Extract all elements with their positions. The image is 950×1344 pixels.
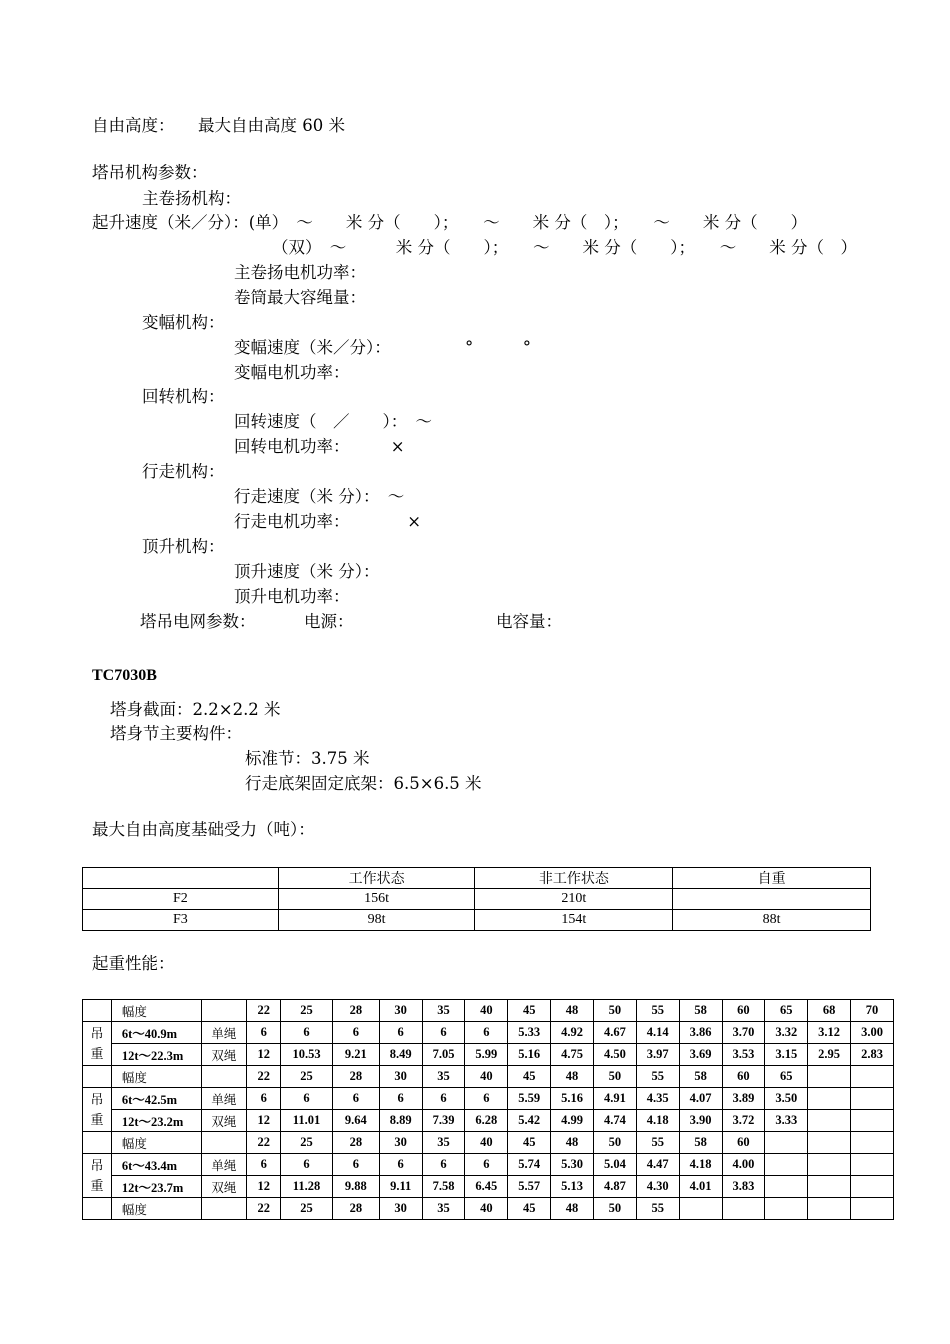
table-cell: 4.91	[593, 1088, 636, 1110]
table-cell: 工作状态	[278, 868, 475, 889]
radius-row	[83, 1198, 894, 1220]
table-cell: 6	[247, 1022, 281, 1044]
table-cell: 幅度	[111, 1000, 201, 1022]
table-cell: 6t～43.4m	[111, 1154, 201, 1176]
table-cell	[765, 1176, 808, 1198]
table-cell: 5.16	[508, 1044, 551, 1066]
table-cell: 4.35	[636, 1088, 679, 1110]
table-cell: 70	[851, 1000, 894, 1022]
table-cell: 4.75	[551, 1044, 594, 1066]
table-cell: 7.39	[422, 1110, 465, 1132]
table-cell: 6	[422, 1154, 465, 1176]
table-cell: 6	[465, 1088, 508, 1110]
table-cell: 30	[379, 1000, 422, 1022]
table-cell: 12	[247, 1176, 281, 1198]
load-row-double	[83, 1110, 894, 1132]
radius-row	[83, 1000, 894, 1022]
table-cell: 58	[679, 1132, 722, 1154]
table-cell: 60	[722, 1066, 765, 1088]
table-cell	[851, 1198, 894, 1220]
table-cell: 5.30	[551, 1154, 594, 1176]
table-cell: 6	[247, 1088, 281, 1110]
table-cell: 12	[247, 1110, 281, 1132]
table-cell: 28	[332, 1066, 379, 1088]
table-cell: 幅度	[111, 1066, 201, 1088]
table-cell: 非工作状态	[475, 868, 673, 889]
table-cell	[851, 1088, 894, 1110]
radius-row	[83, 1132, 894, 1154]
table-cell: 6.45	[465, 1176, 508, 1198]
weight-label	[83, 1154, 112, 1198]
table-cell: 28	[332, 1000, 379, 1022]
table-cell: 210t	[475, 889, 673, 910]
table-cell: 4.18	[679, 1154, 722, 1176]
load-row-double	[83, 1176, 894, 1198]
table-cell: 12	[247, 1044, 281, 1066]
table-cell: 60	[722, 1000, 765, 1022]
table-cell: 6	[379, 1154, 422, 1176]
table-cell	[851, 1066, 894, 1088]
table-cell: 25	[281, 1000, 333, 1022]
table-cell: 双绳	[201, 1110, 247, 1132]
table-cell: 30	[379, 1066, 422, 1088]
table-cell: 3.50	[765, 1088, 808, 1110]
table-cell: 6	[281, 1154, 333, 1176]
table-cell: 58	[679, 1000, 722, 1022]
table-cell: 2.83	[851, 1044, 894, 1066]
table-cell: 5.59	[508, 1088, 551, 1110]
table-cell: 3.53	[722, 1044, 765, 1066]
table-cell: 5.74	[508, 1154, 551, 1176]
table-cell	[201, 1198, 247, 1220]
table-cell	[808, 1154, 851, 1176]
table-cell: 48	[551, 1132, 594, 1154]
table-cell: 8.89	[379, 1110, 422, 1132]
table-cell: 60	[722, 1132, 765, 1154]
table-cell: 25	[281, 1066, 333, 1088]
table-cell: 6	[422, 1022, 465, 1044]
table-cell: 11.01	[281, 1110, 333, 1132]
table-cell: 50	[593, 1000, 636, 1022]
weight-label-text: 吊重	[90, 1091, 104, 1127]
main-winch-heading: 主卷扬机构：	[142, 189, 241, 208]
table-cell	[765, 1198, 808, 1220]
table-cell: 65	[765, 1066, 808, 1088]
table-cell: 22	[247, 1000, 281, 1022]
table-cell: 4.47	[636, 1154, 679, 1176]
table-cell	[83, 1000, 112, 1022]
table-cell	[808, 1132, 851, 1154]
table-cell	[201, 1000, 247, 1022]
table-cell	[679, 1198, 722, 1220]
table-row	[83, 910, 871, 931]
climbing-speed: 顶升速度（米 分）：	[234, 562, 380, 581]
table-cell: 3.90	[679, 1110, 722, 1132]
table-cell	[83, 1066, 112, 1088]
table-cell: 5.99	[465, 1044, 508, 1066]
table-header-row	[83, 868, 871, 889]
weight-label	[83, 1088, 112, 1132]
table-cell: 3.15	[765, 1044, 808, 1066]
lifting-title: 起重性能：	[92, 954, 175, 973]
table-cell: 幅度	[111, 1132, 201, 1154]
table-cell: 50	[593, 1066, 636, 1088]
table-row	[83, 889, 871, 910]
mech-title: 塔吊机构参数：	[92, 163, 208, 182]
table-cell: 28	[332, 1132, 379, 1154]
weight-label-text: 吊重	[90, 1025, 104, 1061]
table-cell: 30	[379, 1198, 422, 1220]
table-cell	[83, 1132, 112, 1154]
table-cell: 28	[332, 1198, 379, 1220]
table-cell: 6	[332, 1088, 379, 1110]
table-cell: 4.07	[679, 1088, 722, 1110]
tower-components: 塔身节主要构件：	[110, 724, 242, 743]
table-cell: 55	[636, 1000, 679, 1022]
power-source-label: 电源：	[304, 612, 354, 631]
table-cell: 35	[422, 1132, 465, 1154]
foundation-title: 最大自由高度基础受力（吨）：	[92, 820, 315, 839]
standard-section: 标准节：3.75 米	[245, 749, 370, 768]
table-cell	[851, 1176, 894, 1198]
table-cell: 3.33	[765, 1110, 808, 1132]
table-cell: 5.16	[551, 1088, 594, 1110]
table-cell: 3.86	[679, 1022, 722, 1044]
table-cell: 156t	[278, 889, 475, 910]
table-cell: 3.00	[851, 1022, 894, 1044]
table-cell: 45	[508, 1066, 551, 1088]
table-cell: 4.74	[593, 1110, 636, 1132]
free-height-label: 自由高度：	[92, 116, 175, 135]
table-cell: 10.53	[281, 1044, 333, 1066]
travel-motor: 行走电机功率： ×	[234, 512, 422, 531]
table-cell: 48	[551, 1000, 594, 1022]
table-cell: 3.12	[808, 1022, 851, 1044]
table-cell: 12t～23.7m	[111, 1176, 201, 1198]
table-cell: 58	[679, 1066, 722, 1088]
table-cell: 45	[508, 1132, 551, 1154]
travel-chassis: 行走底架固定底架：6.5×6.5 米	[245, 774, 482, 793]
table-cell	[765, 1154, 808, 1176]
table-cell: 88t	[673, 910, 871, 931]
lifting-performance-table	[82, 999, 894, 1220]
table-cell: 154t	[475, 910, 673, 931]
table-cell: 幅度	[111, 1198, 201, 1220]
table-cell: 自重	[673, 868, 871, 889]
table-cell: 6t～42.5m	[111, 1088, 201, 1110]
table-cell: 3.83	[722, 1176, 765, 1198]
table-cell: 4.30	[636, 1176, 679, 1198]
table-cell	[808, 1110, 851, 1132]
table-cell: 4.92	[551, 1022, 594, 1044]
table-cell: 11.28	[281, 1176, 333, 1198]
table-cell	[808, 1088, 851, 1110]
luffing-heading: 变幅机构：	[142, 313, 225, 332]
grid-params-label: 塔吊电网参数：	[140, 612, 256, 631]
load-row-double	[83, 1044, 894, 1066]
table-cell: 5.13	[551, 1176, 594, 1198]
table-cell: 7.58	[422, 1176, 465, 1198]
table-cell: F2	[83, 889, 279, 910]
table-cell: 6	[379, 1088, 422, 1110]
table-cell: 6	[281, 1088, 333, 1110]
foundation-table	[82, 867, 871, 931]
table-cell: 35	[422, 1066, 465, 1088]
table-cell: 3.97	[636, 1044, 679, 1066]
table-cell	[83, 1198, 112, 1220]
table-cell: 35	[422, 1198, 465, 1220]
table-cell: 3.72	[722, 1110, 765, 1132]
hoist-speed-single: 起升速度（米／分）：(单） ～ 米 分（ ）； ～ 米 分（ ）； ～ 米 分（ ）	[92, 213, 808, 232]
table-cell: 6	[379, 1022, 422, 1044]
table-cell: 6	[422, 1088, 465, 1110]
table-cell: 4.00	[722, 1154, 765, 1176]
table-cell	[201, 1132, 247, 1154]
table-cell: 55	[636, 1132, 679, 1154]
table-cell: 2.95	[808, 1044, 851, 1066]
table-cell: 55	[636, 1066, 679, 1088]
table-cell: 50	[593, 1198, 636, 1220]
table-cell: 6t～40.9m	[111, 1022, 201, 1044]
luffing-motor: 变幅电机功率：	[234, 363, 350, 382]
table-cell	[808, 1198, 851, 1220]
table-cell: 25	[281, 1198, 333, 1220]
radius-row	[83, 1066, 894, 1088]
slewing-heading: 回转机构：	[142, 387, 225, 406]
table-cell: 4.67	[593, 1022, 636, 1044]
table-cell: 22	[247, 1132, 281, 1154]
table-cell: 6	[465, 1154, 508, 1176]
table-cell	[722, 1198, 765, 1220]
table-cell: 3.69	[679, 1044, 722, 1066]
slewing-motor: 回转电机功率： ×	[234, 437, 405, 456]
table-cell: 单绳	[201, 1088, 247, 1110]
table-cell: 8.49	[379, 1044, 422, 1066]
table-cell: 5.33	[508, 1022, 551, 1044]
table-cell: 单绳	[201, 1154, 247, 1176]
table-cell	[765, 1132, 808, 1154]
load-row-single	[83, 1154, 894, 1176]
table-cell: 7.05	[422, 1044, 465, 1066]
climbing-motor: 顶升电机功率：	[234, 587, 350, 606]
tower-section: 塔身截面：2.2×2.2 米	[110, 700, 281, 719]
free-height-value: 最大自由高度 60 米	[198, 116, 345, 135]
table-cell: 4.50	[593, 1044, 636, 1066]
table-cell	[851, 1154, 894, 1176]
travel-speed: 行走速度（米 分）： ～	[234, 487, 405, 506]
drum-capacity: 卷筒最大容绳量：	[234, 288, 366, 307]
table-cell	[808, 1066, 851, 1088]
table-cell: 4.87	[593, 1176, 636, 1198]
table-cell: 30	[379, 1132, 422, 1154]
model-name: TC7030B	[92, 667, 157, 684]
climbing-heading: 顶升机构：	[142, 537, 225, 556]
table-cell: 40	[465, 1000, 508, 1022]
weight-label	[83, 1022, 112, 1066]
table-cell: 双绳	[201, 1044, 247, 1066]
table-cell: 5.42	[508, 1110, 551, 1132]
table-cell: F3	[83, 910, 279, 931]
table-cell: 22	[247, 1198, 281, 1220]
table-cell: 6	[332, 1022, 379, 1044]
table-cell: 9.88	[332, 1176, 379, 1198]
table-cell: 12t～23.2m	[111, 1110, 201, 1132]
table-cell: 6	[332, 1154, 379, 1176]
table-cell: 35	[422, 1000, 465, 1022]
table-cell: 9.11	[379, 1176, 422, 1198]
table-cell: 9.64	[332, 1110, 379, 1132]
table-cell: 6	[281, 1022, 333, 1044]
table-cell: 48	[551, 1198, 594, 1220]
table-cell: 单绳	[201, 1022, 247, 1044]
table-cell: 25	[281, 1132, 333, 1154]
table-cell: 4.14	[636, 1022, 679, 1044]
table-cell	[851, 1132, 894, 1154]
table-cell: 4.18	[636, 1110, 679, 1132]
luffing-speed: 变幅速度（米／分）： ° °	[234, 338, 531, 357]
weight-label-text: 吊重	[90, 1157, 104, 1193]
table-cell: 40	[465, 1066, 508, 1088]
table-cell: 45	[508, 1000, 551, 1022]
table-cell: 6	[465, 1022, 508, 1044]
load-row-single	[83, 1088, 894, 1110]
table-cell: 3.32	[765, 1022, 808, 1044]
table-cell: 98t	[278, 910, 475, 931]
table-cell: 6	[247, 1154, 281, 1176]
table-cell	[851, 1110, 894, 1132]
table-cell	[808, 1176, 851, 1198]
table-cell: 12t～22.3m	[111, 1044, 201, 1066]
table-cell: 6.28	[465, 1110, 508, 1132]
capacity-label: 电容量：	[496, 612, 562, 631]
main-motor-power: 主卷扬电机功率：	[234, 263, 366, 282]
table-cell	[673, 889, 871, 910]
table-cell: 5.04	[593, 1154, 636, 1176]
table-cell: 5.57	[508, 1176, 551, 1198]
table-cell: 45	[508, 1198, 551, 1220]
table-cell: 22	[247, 1066, 281, 1088]
table-cell: 40	[465, 1132, 508, 1154]
table-cell: 65	[765, 1000, 808, 1022]
table-cell: 9.21	[332, 1044, 379, 1066]
table-cell: 4.01	[679, 1176, 722, 1198]
table-cell: 40	[465, 1198, 508, 1220]
hoist-speed-double: （双） ～ 米 分（ ）； ～ 米 分（ ）； ～ 米 分（ ）	[272, 238, 857, 257]
table-cell: 3.70	[722, 1022, 765, 1044]
table-cell: 55	[636, 1198, 679, 1220]
table-cell: 3.89	[722, 1088, 765, 1110]
table-cell: 双绳	[201, 1176, 247, 1198]
load-row-single	[83, 1022, 894, 1044]
table-cell: 50	[593, 1132, 636, 1154]
table-cell: 68	[808, 1000, 851, 1022]
table-cell	[201, 1066, 247, 1088]
table-cell	[83, 868, 279, 889]
slewing-speed: 回转速度（ ／ ）： ～	[234, 412, 432, 431]
table-cell: 4.99	[551, 1110, 594, 1132]
table-cell: 48	[551, 1066, 594, 1088]
travel-heading: 行走机构：	[142, 462, 225, 481]
